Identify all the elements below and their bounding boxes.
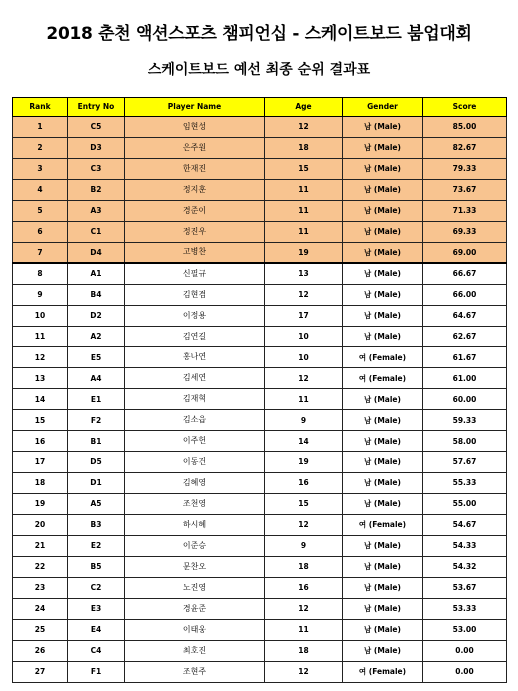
cell-age: 12: [265, 117, 343, 138]
header-gender: Gender: [343, 98, 423, 117]
cell-entry-no: E3: [68, 598, 125, 619]
cell-score: 58.00: [423, 431, 507, 452]
cell-gender: 남 (Male): [343, 452, 423, 473]
cell-gender: 남 (Male): [343, 389, 423, 410]
cell-player-name: 최호진: [125, 640, 265, 661]
header-age: Age: [265, 98, 343, 117]
cell-age: 18: [265, 557, 343, 578]
cell-score: 54.67: [423, 515, 507, 536]
cell-score: 53.00: [423, 619, 507, 640]
table-row: [13, 410, 507, 431]
table-row: [13, 347, 507, 368]
cell-rank: 5: [13, 200, 68, 221]
cell-age: 18: [265, 137, 343, 158]
cell-gender: 남 (Male): [343, 179, 423, 200]
cell-rank: 14: [13, 389, 68, 410]
cell-score: 54.32: [423, 557, 507, 578]
cell-gender: 남 (Male): [343, 410, 423, 431]
cell-age: 12: [265, 284, 343, 305]
cell-entry-no: B1: [68, 431, 125, 452]
cell-score: 85.00: [423, 117, 507, 138]
table-row: [13, 557, 507, 578]
cell-gender: 남 (Male): [343, 200, 423, 221]
results-table: [12, 97, 507, 683]
cell-entry-no: E1: [68, 389, 125, 410]
cell-score: 64.67: [423, 305, 507, 326]
table-row: [13, 158, 507, 179]
cell-gender: 남 (Male): [343, 242, 423, 263]
table-row: [13, 326, 507, 347]
cell-player-name: 김세연: [125, 368, 265, 389]
cell-score: 66.00: [423, 284, 507, 305]
cell-age: 10: [265, 326, 343, 347]
cell-age: 18: [265, 640, 343, 661]
cell-entry-no: E4: [68, 619, 125, 640]
table-row: [13, 515, 507, 536]
table-row: [13, 598, 507, 619]
cell-age: 15: [265, 158, 343, 179]
cell-gender: 남 (Male): [343, 536, 423, 557]
cell-entry-no: B5: [68, 557, 125, 578]
cell-player-name: 하시혜: [125, 515, 265, 536]
cell-entry-no: D2: [68, 305, 125, 326]
table-row: [13, 431, 507, 452]
table-row: [13, 137, 507, 158]
cell-age: 11: [265, 619, 343, 640]
cell-rank: 22: [13, 557, 68, 578]
cell-entry-no: F1: [68, 661, 125, 682]
cell-score: 60.00: [423, 389, 507, 410]
cell-age: 16: [265, 473, 343, 494]
cell-gender: 남 (Male): [343, 326, 423, 347]
cell-gender: 남 (Male): [343, 640, 423, 661]
cell-score: 53.67: [423, 577, 507, 598]
cell-rank: 6: [13, 221, 68, 242]
cell-entry-no: A4: [68, 368, 125, 389]
cell-rank: 23: [13, 577, 68, 598]
cell-entry-no: C4: [68, 640, 125, 661]
cell-score: 62.67: [423, 326, 507, 347]
cell-rank: 20: [13, 515, 68, 536]
cell-player-name: 김재혁: [125, 389, 265, 410]
cell-rank: 27: [13, 661, 68, 682]
cell-rank: 8: [13, 263, 68, 284]
cell-rank: 11: [13, 326, 68, 347]
cell-age: 11: [265, 179, 343, 200]
cell-age: 11: [265, 200, 343, 221]
table-row: [13, 536, 507, 557]
table-row: [13, 661, 507, 682]
table-body: [13, 117, 507, 683]
header-player-name: Player Name: [125, 98, 265, 117]
table-row: [13, 284, 507, 305]
cell-gender: 여 (Female): [343, 515, 423, 536]
cell-rank: 26: [13, 640, 68, 661]
cell-entry-no: E2: [68, 536, 125, 557]
cell-score: 53.33: [423, 598, 507, 619]
cell-age: 13: [265, 263, 343, 284]
cell-age: 17: [265, 305, 343, 326]
cell-age: 12: [265, 598, 343, 619]
table-row: [13, 452, 507, 473]
cell-age: 10: [265, 347, 343, 368]
cell-entry-no: D1: [68, 473, 125, 494]
cell-player-name: 이동건: [125, 452, 265, 473]
cell-score: 69.33: [423, 221, 507, 242]
cell-score: 66.67: [423, 263, 507, 284]
table-row: [13, 577, 507, 598]
cell-gender: 남 (Male): [343, 431, 423, 452]
page-subtitle: 스케이트보드 예선 최종 순위 결과표: [147, 62, 371, 78]
cell-entry-no: E5: [68, 347, 125, 368]
cell-entry-no: A3: [68, 200, 125, 221]
cell-gender: 남 (Male): [343, 619, 423, 640]
header-rank: Rank: [13, 98, 68, 117]
cell-player-name: 정진우: [125, 221, 265, 242]
cell-entry-no: F2: [68, 410, 125, 431]
cell-rank: 10: [13, 305, 68, 326]
cell-gender: 남 (Male): [343, 137, 423, 158]
cell-entry-no: B3: [68, 515, 125, 536]
table-row: [13, 117, 507, 138]
cell-entry-no: A1: [68, 263, 125, 284]
cell-score: 0.00: [423, 661, 507, 682]
table-row: [13, 242, 507, 263]
cell-gender: 여 (Female): [343, 347, 423, 368]
cell-entry-no: C2: [68, 577, 125, 598]
cell-age: 11: [265, 221, 343, 242]
page-title: 2018 춘천 액션스포츠 챔피언십 - 스케이트보드 붐업대회: [46, 24, 472, 44]
cell-player-name: 경준이: [125, 200, 265, 221]
cell-entry-no: A2: [68, 326, 125, 347]
table-row: [13, 263, 507, 284]
cell-age: 12: [265, 368, 343, 389]
table-row: [13, 473, 507, 494]
header-entry-no: Entry No: [68, 98, 125, 117]
cell-score: 54.33: [423, 536, 507, 557]
cell-player-name: 조현주: [125, 661, 265, 682]
cell-age: 9: [265, 410, 343, 431]
header-score: Score: [423, 98, 507, 117]
cell-player-name: 이준승: [125, 536, 265, 557]
cell-entry-no: C5: [68, 117, 125, 138]
table-row: [13, 640, 507, 661]
cell-age: 9: [265, 536, 343, 557]
cell-player-name: 김소읍: [125, 410, 265, 431]
cell-rank: 15: [13, 410, 68, 431]
cell-gender: 남 (Male): [343, 557, 423, 578]
cell-score: 61.67: [423, 347, 507, 368]
cell-player-name: 이주헌: [125, 431, 265, 452]
table-row: [13, 389, 507, 410]
cell-player-name: 노진영: [125, 577, 265, 598]
cell-player-name: 고병찬: [125, 242, 265, 263]
cell-gender: 남 (Male): [343, 221, 423, 242]
cell-entry-no: B4: [68, 284, 125, 305]
cell-entry-no: B2: [68, 179, 125, 200]
cell-player-name: 김현겸: [125, 284, 265, 305]
table-row: [13, 619, 507, 640]
table-row: [13, 368, 507, 389]
cell-player-name: 이태웅: [125, 619, 265, 640]
cell-entry-no: A5: [68, 494, 125, 515]
cell-score: 59.33: [423, 410, 507, 431]
cell-gender: 여 (Female): [343, 661, 423, 682]
cell-score: 69.00: [423, 242, 507, 263]
cell-gender: 남 (Male): [343, 473, 423, 494]
cell-player-name: 이정용: [125, 305, 265, 326]
cell-score: 79.33: [423, 158, 507, 179]
cell-rank: 25: [13, 619, 68, 640]
cell-score: 55.00: [423, 494, 507, 515]
cell-gender: 여 (Female): [343, 368, 423, 389]
table-row: [13, 305, 507, 326]
cell-rank: 18: [13, 473, 68, 494]
cell-gender: 남 (Male): [343, 577, 423, 598]
cell-player-name: 정지훈: [125, 179, 265, 200]
cell-age: 11: [265, 389, 343, 410]
cell-score: 55.33: [423, 473, 507, 494]
cell-player-name: 조천영: [125, 494, 265, 515]
cell-gender: 남 (Male): [343, 263, 423, 284]
cell-gender: 남 (Male): [343, 598, 423, 619]
cell-entry-no: C1: [68, 221, 125, 242]
cell-gender: 남 (Male): [343, 158, 423, 179]
cell-player-name: 한재진: [125, 158, 265, 179]
cell-age: 16: [265, 577, 343, 598]
cell-entry-no: D3: [68, 137, 125, 158]
cell-rank: 13: [13, 368, 68, 389]
table-header-row: [13, 98, 507, 117]
cell-score: 57.67: [423, 452, 507, 473]
cell-rank: 7: [13, 242, 68, 263]
cell-entry-no: D5: [68, 452, 125, 473]
cell-score: 73.67: [423, 179, 507, 200]
cell-rank: 9: [13, 284, 68, 305]
cell-gender: 남 (Male): [343, 305, 423, 326]
cell-gender: 남 (Male): [343, 117, 423, 138]
cell-rank: 16: [13, 431, 68, 452]
cell-age: 14: [265, 431, 343, 452]
cell-player-name: 은주원: [125, 137, 265, 158]
cell-rank: 19: [13, 494, 68, 515]
cell-player-name: 임현성: [125, 117, 265, 138]
cell-gender: 남 (Male): [343, 284, 423, 305]
table-row: [13, 494, 507, 515]
table-row: [13, 200, 507, 221]
cell-rank: 2: [13, 137, 68, 158]
cell-age: 19: [265, 242, 343, 263]
cell-age: 12: [265, 515, 343, 536]
cell-rank: 1: [13, 117, 68, 138]
cell-rank: 21: [13, 536, 68, 557]
cell-player-name: 김혜영: [125, 473, 265, 494]
cell-player-name: 경윤준: [125, 598, 265, 619]
cell-age: 15: [265, 494, 343, 515]
cell-player-name: 홍나연: [125, 347, 265, 368]
cell-entry-no: C3: [68, 158, 125, 179]
cell-rank: 12: [13, 347, 68, 368]
cell-rank: 3: [13, 158, 68, 179]
cell-player-name: 문찬오: [125, 557, 265, 578]
cell-score: 82.67: [423, 137, 507, 158]
cell-age: 12: [265, 661, 343, 682]
cell-rank: 24: [13, 598, 68, 619]
table-row: [13, 221, 507, 242]
cell-rank: 4: [13, 179, 68, 200]
cell-entry-no: D4: [68, 242, 125, 263]
cell-rank: 17: [13, 452, 68, 473]
cell-age: 19: [265, 452, 343, 473]
cell-score: 61.00: [423, 368, 507, 389]
table-row: [13, 179, 507, 200]
cell-player-name: 신필규: [125, 263, 265, 284]
cell-player-name: 김연길: [125, 326, 265, 347]
cell-score: 0.00: [423, 640, 507, 661]
cell-gender: 남 (Male): [343, 494, 423, 515]
cell-score: 71.33: [423, 200, 507, 221]
